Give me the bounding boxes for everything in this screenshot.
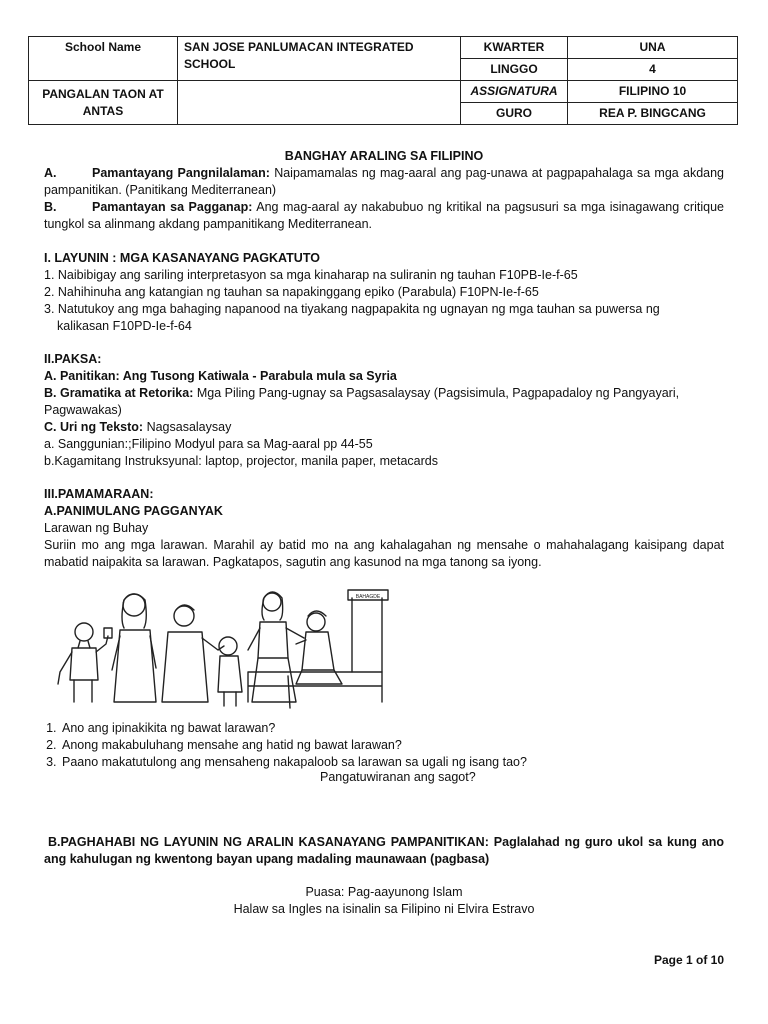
story-source: Halaw sa Ingles na isinalin sa Filipino ni Elvira Estravo bbox=[233, 902, 535, 916]
paksa-gramatika-label: B. Gramatika at Retorika: bbox=[44, 386, 194, 400]
paksa-heading: II.PAKSA: bbox=[44, 352, 102, 366]
pamamaraan-heading: III.PAMAMARAAN: bbox=[44, 487, 154, 501]
layunin-section bbox=[44, 250, 724, 335]
layunin-item-2: 2. Nahihinuha ang katangian ng tauhan sa napakinggang epiko (Parabula) F10PN-Ie-f-65 bbox=[44, 285, 539, 299]
paghahabi-section: B.PAGHAHABI NG LAYUNIN NG ARALIN KASANAYANG PAMPANITIKAN: Paglalahad ng guro ukol sa kung ano ang kahulugan ng kwentong bayan upang madaling maunawaan (pagbasa) bbox=[44, 835, 724, 866]
paksa-kagamitan: b.Kagamitang Instruksyunal: laptop, projector, manila paper, metacards bbox=[44, 454, 438, 468]
page-number: Page 1 of 10 bbox=[653, 953, 724, 967]
guro-label: GURO bbox=[461, 103, 568, 125]
kwarter-value: UNA bbox=[568, 37, 738, 59]
questions-list bbox=[44, 720, 527, 771]
kwarter-label: KWARTER bbox=[461, 37, 568, 59]
school-name-label: School Name bbox=[29, 37, 178, 81]
pamamaraan-intro: Suriin mo ang mga larawan. Marahil ay batid mo na ang kahalagahan ng mensahe o mahahalagang kaisipang dapat mabatid naipakita sa larawan. Pagkatapos, sagutin ang kasunod na mga tanong sa iyong. bbox=[44, 538, 724, 569]
layunin-heading: I. LAYUNIN : MGA KASANAYANG PAGKATUTO bbox=[44, 251, 320, 265]
question-item: 2. Anong makabuluhang mensahe ang hatid ng bawat larawan? bbox=[60, 737, 527, 754]
paksa-section bbox=[44, 351, 724, 470]
linggo-value: 4 bbox=[568, 59, 738, 81]
illustration-sign-text: BAHAGDE bbox=[355, 594, 381, 600]
larawan-ng-buhay: Larawan ng Buhay bbox=[44, 521, 149, 535]
assignatura-label: ASSIGNATURA bbox=[461, 81, 568, 103]
paksa-panitikan: A. Panitikan: Ang Tusong Katiwala - Parabula mula sa Syria bbox=[44, 369, 397, 383]
standard-a bbox=[44, 165, 724, 199]
linggo-label: LINGGO bbox=[461, 59, 568, 81]
school-name-value: SAN JOSE PANLUMACAN INTEGRATED SCHOOL bbox=[178, 37, 461, 81]
standard-a-text: Naipamamalas ng mag-aaral ang pag-unawa at pagpapahalaga sa mga akdang pampanitikan. (Panitikang Mediterranean) bbox=[44, 166, 725, 197]
standard-b-letter: B. bbox=[44, 200, 57, 214]
pangalan-value bbox=[178, 81, 461, 125]
standard-b-text: Ang mag-aaral ay nakabubuo ng kritikal na pagsusuri sa mga isinagawang critique tungkol sa alinmang akdang pampanitikang Mediterranean. bbox=[44, 200, 724, 231]
pamamaraan-section bbox=[44, 486, 724, 571]
paksa-sanggunian: a. Sanggunian:;Filipino Modyul para sa Mag-aaral pp 44-55 bbox=[44, 437, 373, 451]
question-item: 3. Paano makatutulong ang mensaheng nakapaloob sa larawan sa ugali ng isang tao? bbox=[60, 754, 527, 771]
story-title: Puasa: Pag-aayunong Islam bbox=[305, 885, 463, 899]
pangalan-label: PANGALAN TAON AT ANTAS bbox=[29, 81, 178, 125]
header-table bbox=[28, 36, 738, 125]
standard-a-label: Pamantayang Pangnilalaman: bbox=[92, 166, 270, 180]
paksa-gramatika-text: Mga Piling Pang-ugnay sa Pagsasalaysay (Pagsisimula, Pagpapadaloy ng Pangyayari, bbox=[193, 386, 680, 400]
paksa-uri-label: C. Uri ng Teksto: bbox=[44, 420, 144, 434]
panimulang-pagganyak: A.PANIMULANG PAGGANYAK bbox=[44, 504, 223, 518]
guro-value: REA P. BINGCANG bbox=[568, 103, 738, 125]
illustration-image bbox=[52, 580, 392, 710]
layunin-item-3-cont: kalikasan F10PD-Ie-f-64 bbox=[57, 319, 192, 333]
question-item: 1. Ano ang ipinakikita ng bawat larawan? bbox=[60, 720, 527, 737]
standard-b bbox=[44, 199, 724, 233]
standard-a-letter: A. bbox=[44, 166, 57, 180]
document-title: BANGHAY ARALING SA FILIPINO bbox=[284, 149, 484, 163]
assignatura-value: FILIPINO 10 bbox=[568, 81, 738, 103]
paksa-uri-text: Nagsasalaysay bbox=[143, 420, 232, 434]
layunin-item-3: 3. Natutukoy ang mga bahaging napanood na tiyakang nagpapakita ng ugnayan ng mga tauhan sa puwersa ng bbox=[44, 302, 660, 316]
paksa-gramatika-text-cont: Pagwawakas) bbox=[44, 403, 122, 417]
standard-b-label: Pamantayan sa Pagganap: bbox=[92, 200, 253, 214]
question-followup: Pangatuwiranan ang sagot? bbox=[320, 770, 476, 784]
layunin-item-1: 1. Naibibigay ang sariling interpretasyon sa mga kinaharap na suliranin ng tauhan F10PB-Ie-f-65 bbox=[44, 268, 578, 282]
